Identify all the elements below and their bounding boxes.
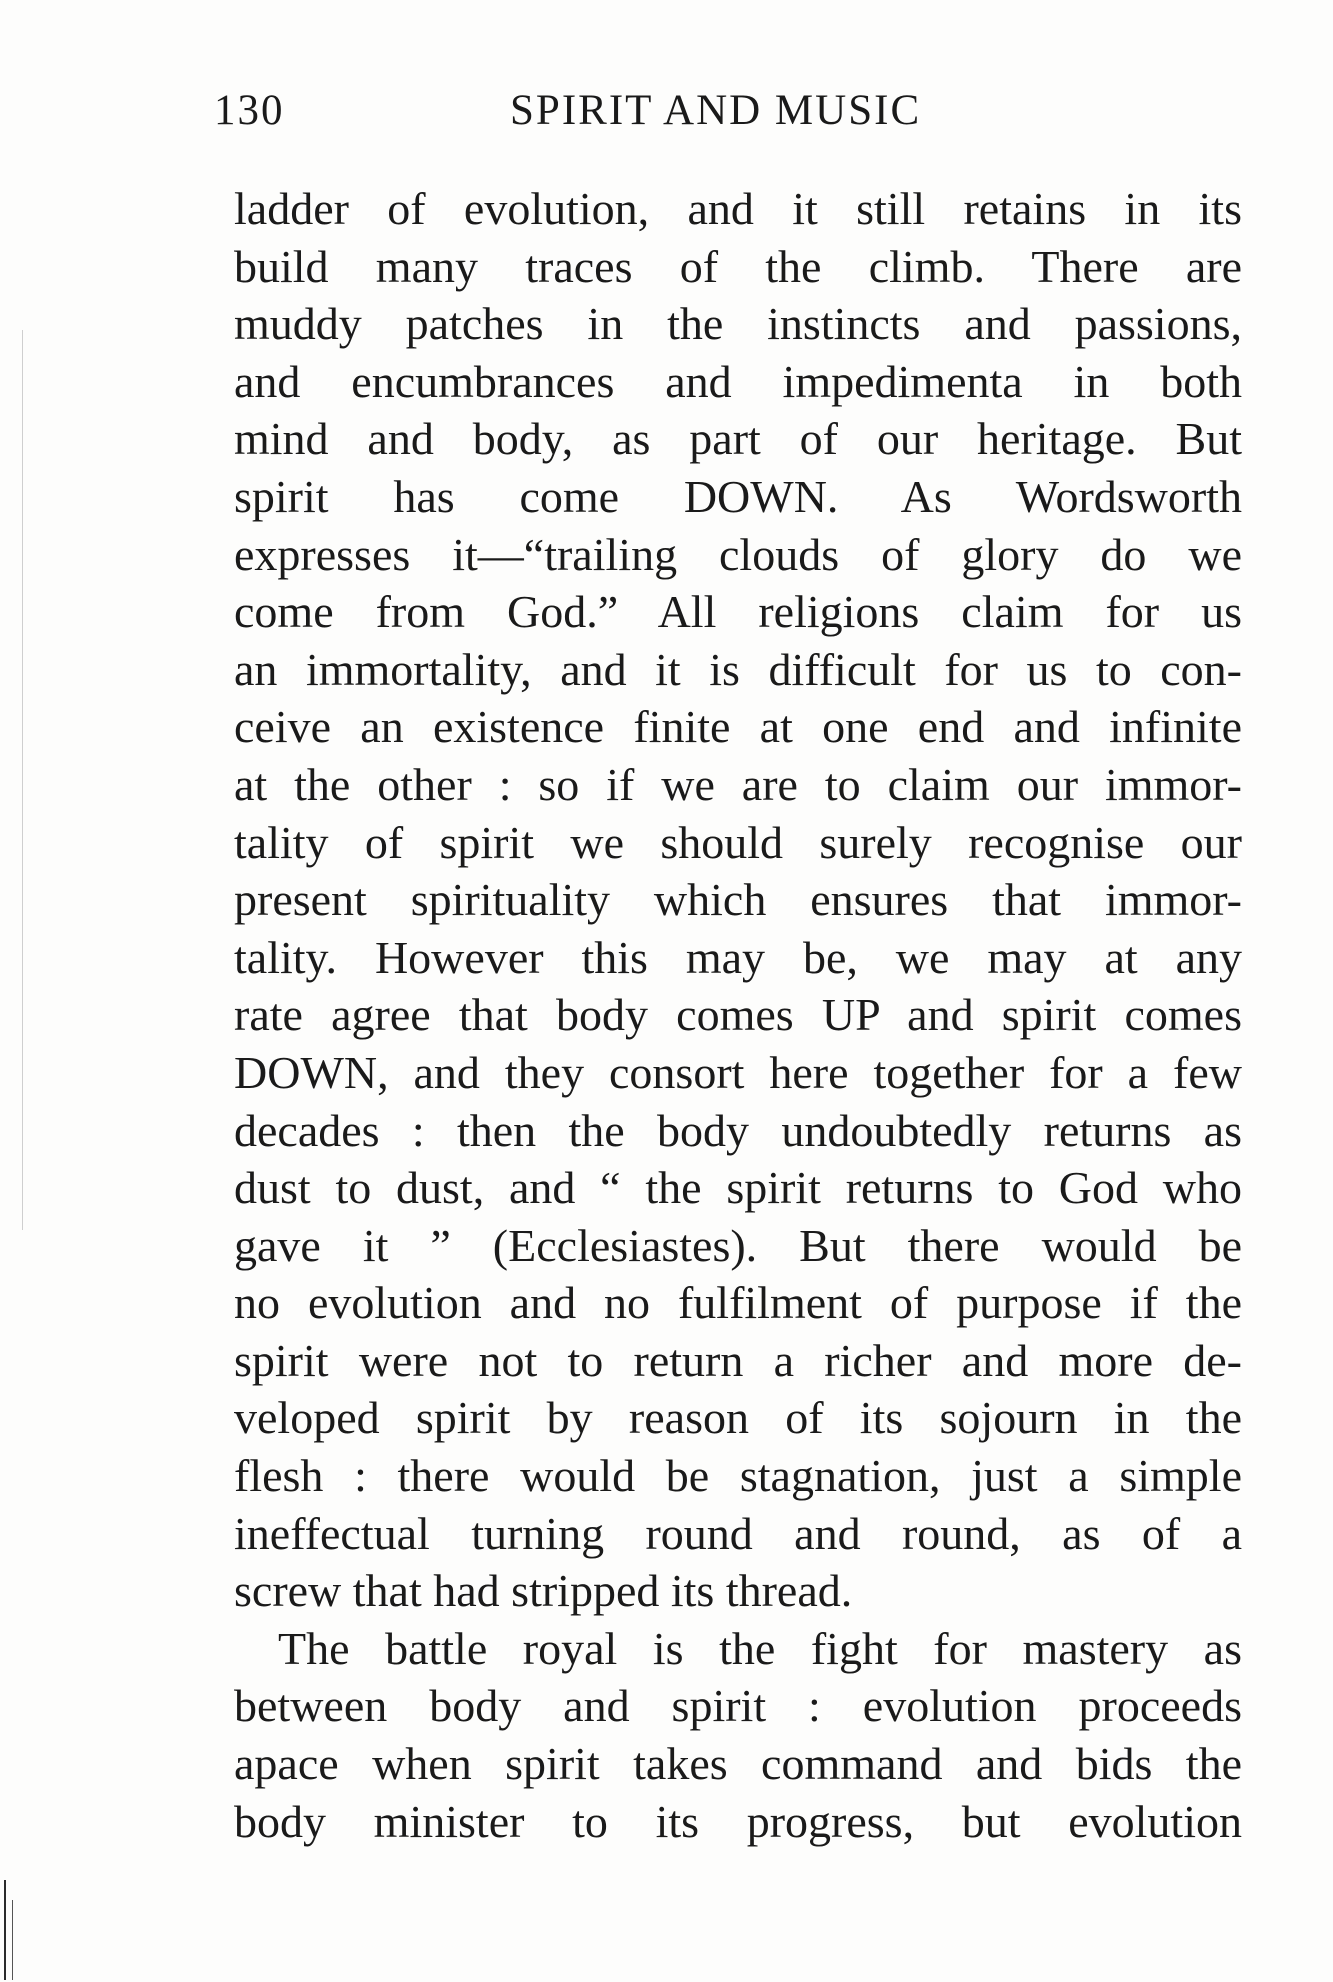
text-line: an immortality, and it is difficult for us to con-	[234, 643, 1242, 695]
text-line: between body and spirit : evolution proceeds	[234, 1680, 1242, 1732]
text-line: spirit were not to return a richer and more de-	[234, 1334, 1242, 1386]
binding-edge	[4, 1880, 6, 1980]
text-line: dust to dust, and “ the spirit returns to God who	[234, 1162, 1242, 1214]
running-head: SPIRIT AND MUSIC	[510, 87, 922, 134]
text-line: The battle royal is the fight for mastery as	[278, 1622, 1242, 1674]
text-line: apace when spirit takes command and bids the	[234, 1738, 1242, 1790]
text-line: at the other : so if we are to claim our immor-	[234, 758, 1242, 810]
page-header	[214, 86, 1242, 146]
text-line: rate agree that body comes UP and spirit comes	[234, 989, 1242, 1041]
text-line: present spirituality which ensures that immor-	[234, 874, 1242, 926]
text-line: no evolution and no fulfilment of purpose if the	[234, 1277, 1242, 1329]
margin-shadow	[22, 330, 23, 1230]
text-line: tality. However this may be, we may at any	[234, 931, 1242, 983]
text-line: ceive an existence finite at one end and infinite	[234, 701, 1242, 753]
text-line: gave it ” (Ecclesiastes). But there would be	[234, 1219, 1242, 1271]
text-line: mind and body, as part of our heritage. But	[234, 413, 1242, 465]
text-line: ineffectual turning round and round, as of a	[234, 1507, 1242, 1559]
text-line: come from God.” All religions claim for us	[234, 586, 1242, 638]
text-line: flesh : there would be stagnation, just a simple	[234, 1450, 1242, 1502]
text-line: tality of spirit we should surely recognise our	[234, 816, 1242, 868]
binding-edge-inner	[12, 1900, 13, 1980]
text-line: ladder of evolution, and it still retains in its	[234, 183, 1242, 234]
page-number: 130	[214, 87, 285, 134]
text-line: build many traces of the climb. There are	[234, 240, 1242, 292]
text-line: screw that had stripped its thread.	[234, 1565, 853, 1617]
text-line: DOWN, and they consort here together for a few	[234, 1046, 1242, 1098]
text-line: muddy patches in the instincts and passions,	[234, 298, 1242, 350]
text-line: and encumbrances and impedimenta in both	[234, 355, 1242, 407]
text-line: spirit has come DOWN. As Wordsworth	[234, 470, 1242, 522]
paragraph	[234, 1620, 1242, 1850]
text-line: veloped spirit by reason of its sojourn in the	[234, 1392, 1242, 1444]
body-text	[234, 180, 1242, 1850]
paragraph	[234, 180, 1242, 1620]
text-line: body minister to its progress, but evolution	[234, 1795, 1242, 1847]
text-line: decades : then the body undoubtedly returns as	[234, 1104, 1242, 1156]
text-line: expresses it—“trailing clouds of glory do we	[234, 528, 1242, 580]
